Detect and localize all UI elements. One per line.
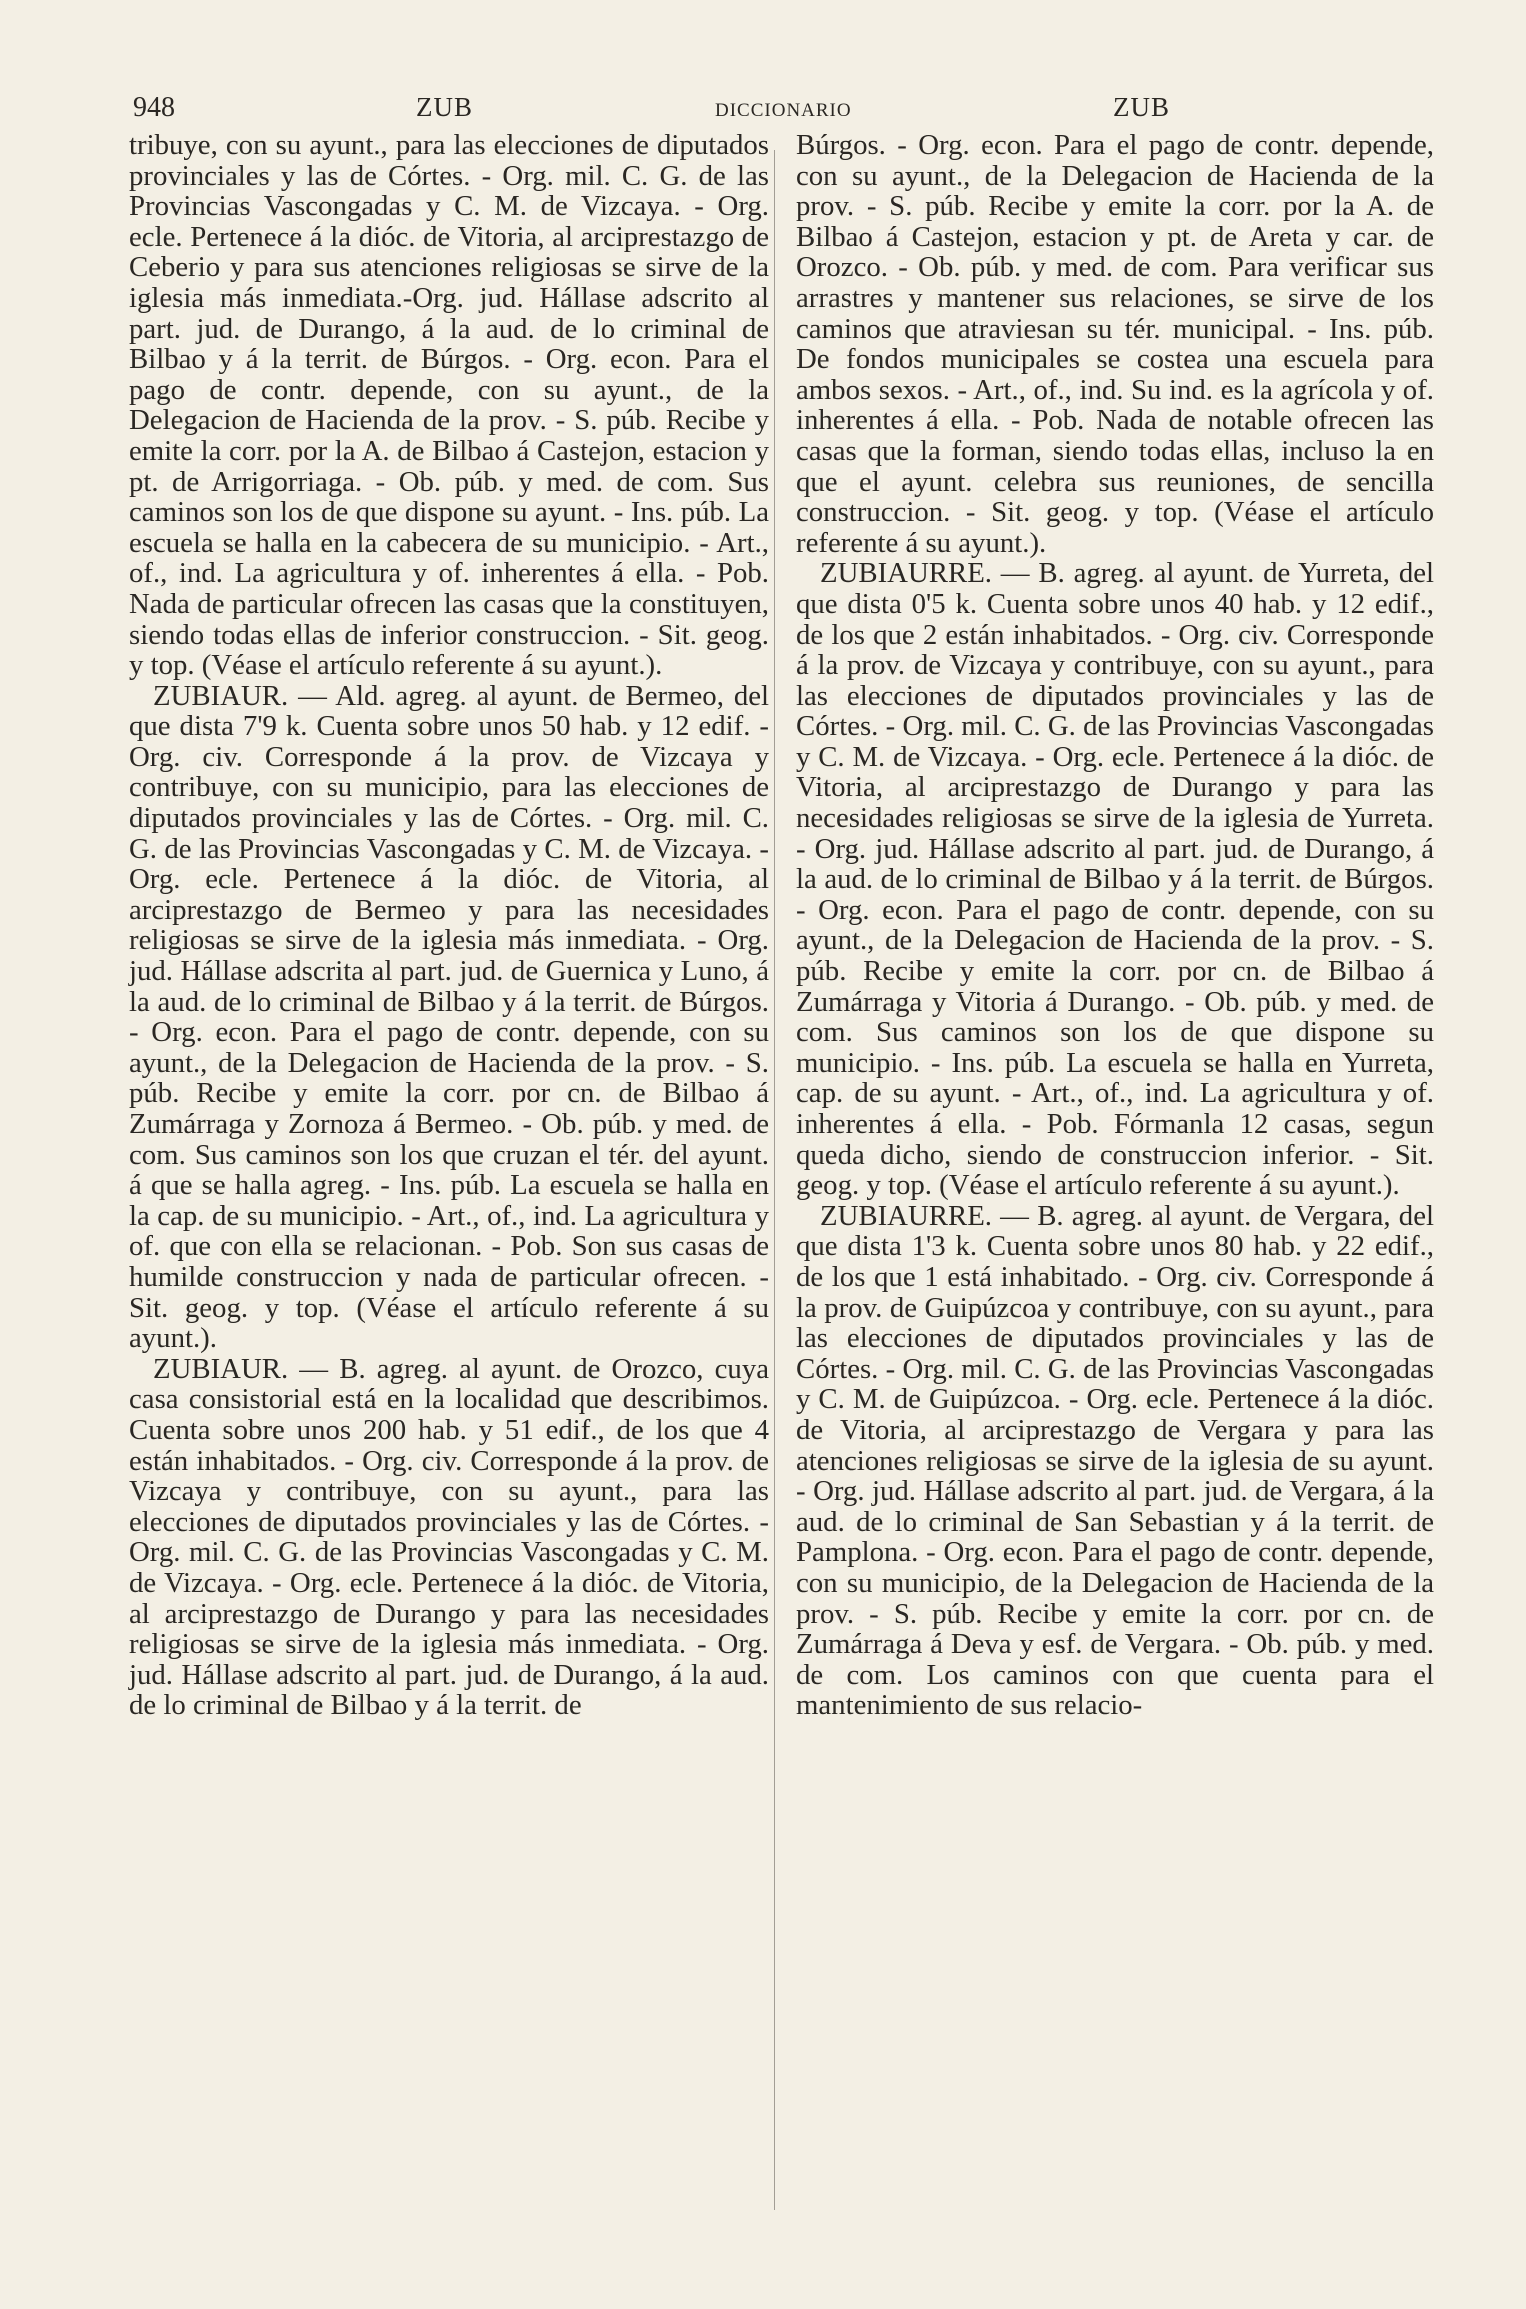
page-header (130, 92, 1400, 132)
continued-entry-text: tribuye, con su ayunt., para las elecciones de diputados provinciales y las de Córtes. - Org. mil. C. G. de las Provincias Vascongadas y C. M. de Vizcaya. - Org. ecle. Pertenece á la dióc. de Vitoria, al arciprestazgo de Ceberio y para sus atenciones religiosas se sirve de la iglesia más inmediata.-Org. jud. Hállase adscrito al part. jud. de Durango, á la aud. de lo criminal de Bilbao y á la territ. de Búrgos. - Org. econ. Para el pago de contr. depende, con su ayunt., de la Delegacion de Hacienda de la prov. - S. púb. Recibe y emite la corr. por la A. de Bilbao á Castejon, estacion y pt. de Arrigorriaga. - Ob. púb. y med. de com. Sus caminos son los de que dispone su ayunt. - Ins. púb. La escuela se halla en la cabecera de su municipio. - Art., of., ind. La agricultura y of. inherentes á ella. - Pob. Nada de particular ofrecen las casas que la constituyen, siendo todas ellas de inferior construccion. - Sit. geog. y top. (Véase el artículo referente á su ayunt.). (129, 129, 769, 682)
page-number: 948 (133, 92, 175, 123)
column-divider (774, 150, 775, 2210)
entry-zubiaurre-vergara: ZUBIAURRE. — B. agreg. al ayunt. de Vergara, del que dista 1'3 k. Cuenta sobre unos 80 hab. y 22 edif., de los que 1 está inhabitado. - Org. civ. Corresponde á la prov. de Guipúzcoa y contribuye, con su ayunt., para las elecciones de diputados provinciales y las de Córtes. - Org. mil. C. G. de las Provincias Vascongadas y C. M. de Guipúzcoa. - Org. ecle. Pertenece á la dióc. de Vitoria, al arciprestazgo de Vergara y para las atenciones religiosas se sirve de la iglesia de su ayunt. - Org. jud. Hállase adscrito al part. jud. de Vergara, á la aud. de lo criminal de San Sebastian y á la territ. de Pamplona. - Org. econ. Para el pago de contr. depende, con su municipio, de la Delegacion de Hacienda de la prov. - S. púb. Recibe y emite la corr. por cn. de Zumárraga á Deva y esf. de Vergara. - Ob. púb. y med. de com. Los caminos con que cuenta para el mantenimiento de sus relacio- (796, 1199, 1434, 1722)
left-column (129, 130, 769, 1721)
continued-entry-text: Búrgos. - Org. econ. Para el pago de contr. depende, con su ayunt., de la Delegacion de Hacienda de la prov. - S. púb. Recibe y emite la corr. por la A. de Bilbao á Castejon, estacion y pt. de Areta y car. de Orozco. - Ob. púb. y med. de com. Para verificar sus arrastres y mantener sus relaciones, se sirve de los caminos que atraviesan su tér. municipal. - Ins. púb. De fondos municipales se costea una escuela para ambos sexos. - Art., of., ind. Su ind. es la agrícola y of. inherentes á ella. - Pob. Nada de notable ofrecen las casas que la forman, siendo todas ellas, incluso la en que el ayunt. celebra sus reuniones, de sencilla construccion. - Sit. geog. y top. (Véase el artículo referente á su ayunt.). (796, 129, 1434, 559)
entry-zubiaurre-yurreta: ZUBIAURRE. — B. agreg. al ayunt. de Yurreta, del que dista 0'5 k. Cuenta sobre unos 40 hab. y 12 edif., de los que 2 están inhabitados. - Org. civ. Corresponde á la prov. de Vizcaya y contribuye, con su ayunt., para las elecciones de diputados provinciales y las de Córtes. - Org. mil. C. G. de las Provincias Vascongadas y C. M. de Vizcaya. - Org. ecle. Pertenece á la dióc. de Vitoria, al arciprestazgo de Durango y para las necesidades religiosas se sirve de la iglesia de Yurreta. - Org. jud. Hállase adscrito al part. jud. de Durango, á la aud. de lo criminal de Bilbao y á la territ. de Búrgos. - Org. econ. Para el pago de contr. depende, con su ayunt., de la Delegacion de Hacienda de la prov. - S. púb. Recibe y emite la corr. por cn. de Bilbao á Zumárraga y Vitoria á Durango. - Ob. púb. y med. de com. Sus caminos son los de que dispone su municipio. - Ins. púb. La escuela se halla en Yurreta, cap. de su ayunt. - Art., of., ind. La agricultura y of. inherentes á ella. - Pob. Fórmanla 12 casas, segun queda dicho, siendo de construccion inferior. - Sit. geog. y top. (Véase el artículo referente á su ayunt.). (796, 557, 1434, 1202)
right-running-head: ZUB (1113, 92, 1170, 122)
entry-zubiaur-bermeo: ZUBIAUR. — Ald. agreg. al ayunt. de Bermeo, del que dista 7'9 k. Cuenta sobre unos 50 hab. y 12 edif. - Org. civ. Corresponde á la prov. de Vizcaya y contribuye, con su municipio, para las elecciones de diputados provinciales y las de Córtes. - Org. mil. C. G. de las Provincias Vascongadas y C. M. de Vizcaya. - Org. ecle. Pertenece á la dióc. de Vitoria, al arciprestazgo de Bermeo y para las necesidades religiosas se sirve de la iglesia más inmediata. - Org. jud. Hállase adscrita al part. jud. de Guernica y Luno, á la aud. de lo criminal de Bilbao y á la territ. de Búrgos. - Org. econ. Para el pago de contr. depende, con su ayunt., de la Delegacion de Hacienda de la prov. - S. púb. Recibe y emite la corr. por cn. de Bilbao á Zumárraga y Zornoza á Bermeo. - Ob. púb. y med. de com. Sus caminos son los que cruzan el tér. del ayunt. á que se halla agreg. - Ins. púb. La escuela se halla en la cap. de su municipio. - Art., of., ind. La agricultura y of. que con ella se relacionan. - Pob. Son sus casas de humilde construccion y nada de particular ofrecen. - Sit. geog. y top. (Véase el artículo referente á su ayunt.). (129, 679, 769, 1355)
right-column (796, 130, 1434, 1721)
left-running-head: ZUB (416, 92, 473, 122)
dictionary-title: DICCIONARIO (715, 100, 852, 121)
entry-zubiaur-orozco: ZUBIAUR. — B. agreg. al ayunt. de Orozco, cuya casa consistorial está en la localidad que describimos. Cuenta sobre unos 200 hab. y 51 edif., de los que 4 están inhabitados. - Org. civ. Corresponde á la prov. de Vizcaya y contribuye, con su ayunt., para las elecciones de diputados provinciales y las de Córtes. - Org. mil. C. G. de las Provincias Vascongadas y C. M. de Vizcaya. - Org. ecle. Pertenece á la dióc. de Vitoria, al arciprestazgo de Durango y para las necesidades religiosas se sirve de la iglesia más inmediata. - Org. jud. Hállase adscrito al part. jud. de Durango, á la aud. de lo criminal de Bilbao y á la territ. de (129, 1352, 769, 1722)
